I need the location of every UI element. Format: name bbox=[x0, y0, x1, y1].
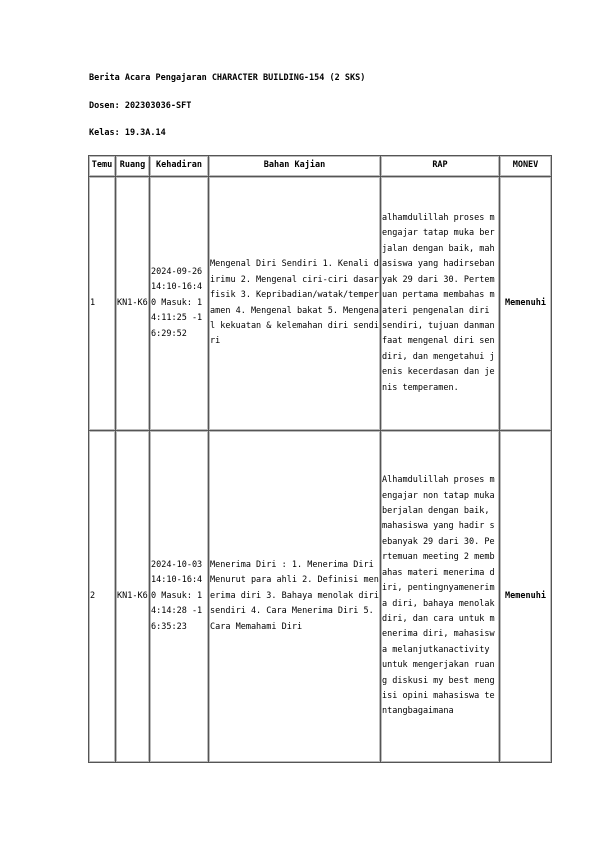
cell-ruang: KN1-K6 bbox=[116, 177, 150, 431]
cell-monev: Memenuhi bbox=[500, 177, 552, 431]
dosen-label: Dosen: 202303036-SFT bbox=[89, 101, 192, 111]
attendance-table bbox=[88, 155, 552, 763]
cell-temu: 1 bbox=[89, 177, 116, 431]
cell-ruang: KN1-K6 bbox=[116, 431, 150, 763]
cell-kehadiran: 2024-09-26 14:10-16:40 Masuk: 14:11:25 -16:29:52 bbox=[150, 177, 209, 431]
cell-monev: Memenuhi bbox=[500, 431, 552, 763]
table-header-row bbox=[89, 156, 552, 177]
kelas-label: Kelas: 19.3A.14 bbox=[89, 128, 166, 138]
col-header-monev: MONEV bbox=[500, 156, 552, 177]
document-title: Berita Acara Pengajaran CHARACTER BUILDING-154 (2 SKS) bbox=[89, 73, 366, 83]
table-row bbox=[89, 177, 552, 431]
col-header-temu: Temu bbox=[89, 156, 116, 177]
cell-bahan-kajian: Menerima Diri : 1. Menerima Diri Menurut para ahli 2. Definisi menerima diri 3. Bahaya menolak diri sendiri 4. Cara Menerima Diri 5. Cara Memahami Diri bbox=[209, 431, 381, 763]
cell-temu: 2 bbox=[89, 431, 116, 763]
col-header-rap: RAP bbox=[381, 156, 500, 177]
cell-rap: Alhamdulillah proses mengajar non tatap muka berjalan dengan baik, mahasiswa yang hadir sebanyak 29 dari 30. Pertemuan meeting 2 membahas materi menerima diri, pentingnyamenerima diri, bahaya menolak diri, dan cara untuk menerima diri, mahasiswa melanjutkanactivity untuk mengerjakan ruang diskusi my best mengisi opini mahasiswa tentangbagaimana bbox=[381, 431, 500, 763]
table-row bbox=[89, 431, 552, 763]
col-header-kehadiran: Kehadiran bbox=[150, 156, 209, 177]
cell-rap: alhamdulillah proses mengajar tatap muka berjalan dengan baik, mahasiswa yang hadirsebanyak 29 dari 30. Pertemuan pertama membahas materi pengenalan diri sendiri, tujuan danmanfaat mengenal diri sendiri, dan mengetahui jenis kecerdasan dan jenis temperamen. bbox=[381, 177, 500, 431]
cell-kehadiran: 2024-10-03 14:10-16:40 Masuk: 14:14:28 -16:35:23 bbox=[150, 431, 209, 763]
col-header-bahan-kajian: Bahan Kajian bbox=[209, 156, 381, 177]
cell-bahan-kajian: Mengenal Diri Sendiri 1. Kenali dirimu 2. Mengenal ciri-ciri dasar fisik 3. Kepribadian/watak/temperamen 4. Mengenal bakat 5. Mengenal kekuatan & kelemahan diri sendiri bbox=[209, 177, 381, 431]
col-header-ruang: Ruang bbox=[116, 156, 150, 177]
